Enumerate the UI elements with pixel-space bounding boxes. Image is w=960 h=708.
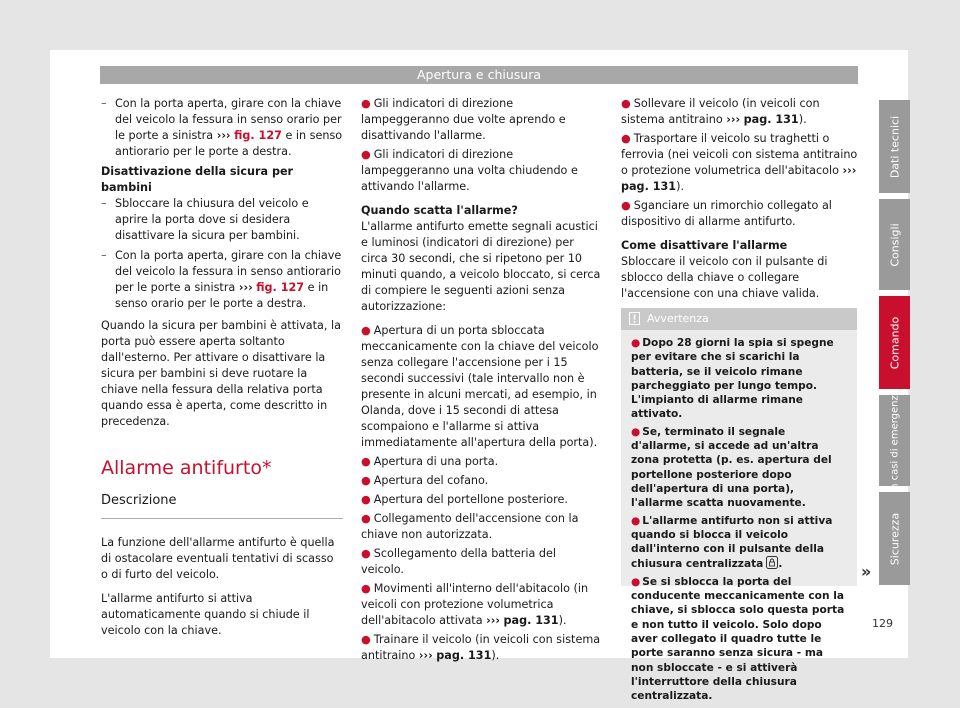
bullet-icon: ● xyxy=(361,455,371,468)
list-item: ● Apertura del portellone posteriore. xyxy=(361,493,568,506)
section-title: Allarme antifurto* xyxy=(101,457,272,479)
xref-arrow: ››› xyxy=(726,113,741,126)
child-lock-paragraph: Quando la sicura per bambini è attivata, la porta può essere aperta soltanto dall'esterno. Per attivare o disattivare la sicura per bambini si deve ruotare la chiave nella fessura della relativa porta quando essa è aperta, come descritto in precedenza. xyxy=(101,319,341,428)
warning-title: Avvertenza xyxy=(647,312,709,325)
bullet-icon: ● xyxy=(621,199,631,212)
list-item: ● Se si sblocca la porta del conducente meccanicamente con la chiave, si sblocca solo questa porta e non tutto il veicolo. Solo dopo aver collegato il quadro tutte le porte saranno senza sicura - ma non sbloccate - e si attiverà l'interruttore della chiusura centralizzata. xyxy=(631,575,845,703)
bullet-icon: ● xyxy=(631,337,641,349)
bullet-icon: ● xyxy=(621,132,631,145)
bullet-icon: ● xyxy=(361,493,371,506)
warning-box xyxy=(621,308,857,703)
bullet-icon: ● xyxy=(361,582,371,595)
bullet-icon: ● xyxy=(631,514,641,527)
xref-arrow: ››› xyxy=(216,129,231,142)
page-link[interactable]: pag. 131 xyxy=(621,180,677,193)
list-item: ● Scollegamento della batteria del veicolo. xyxy=(361,547,557,576)
step-open-door-clockwise: – Con la porta aperta, girare con la chiave del veicolo la fessura in senso orario per le porte a sinistra ››› fig. 127 e in senso antiorario per le porte a destra. xyxy=(101,96,343,160)
continue-arrow-icon: » xyxy=(861,562,872,581)
column-1 xyxy=(101,96,343,647)
description-paragraph-1: La funzione dell'allarme antifurto è quella di ostacolare eventuali tentativi di scasso o di furto del veicolo. xyxy=(101,536,335,581)
bullet-icon: ● xyxy=(361,97,371,110)
list-item: ● Collegamento dell'accensione con la chiave non autorizzata. xyxy=(361,512,579,541)
list-item: ● Dopo 28 giorni la spia si spegne per evitare che si scarichi la batteria, se il veicolo rimane parcheggiato per lungo tempo. L'impianto di allarme rimane attivato. xyxy=(631,337,834,421)
figure-link[interactable]: fig. 127 xyxy=(234,129,282,142)
column-2 xyxy=(361,96,601,667)
warning-body xyxy=(621,330,857,703)
chapter-header: Apertura e chiusura xyxy=(100,66,858,84)
xref-arrow: ››› xyxy=(486,614,500,627)
step-unlock-vehicle: – Sbloccare la chiusura del veicolo e aprire la porta dove si desidera disattivare la sicura per bambini. xyxy=(101,196,343,244)
bullet-icon: ● xyxy=(361,324,371,337)
tab-consigli[interactable]: Consigli xyxy=(879,199,910,290)
list-item: ● Apertura di una porta. xyxy=(361,455,499,468)
list-item: ● Gli indicatori di direzione lampeggeranno due volte aprendo e disattivando l'allarme. xyxy=(361,97,566,142)
tab-comando[interactable]: Comando xyxy=(879,296,910,389)
page-link[interactable]: pag. 131 xyxy=(436,649,492,662)
warning-header xyxy=(621,308,857,330)
list-item: ● Trainare il veicolo (in veicoli con sistema antitraino ››› pag. 131). xyxy=(361,633,601,662)
subsection-title: Descrizione xyxy=(101,492,343,519)
list-item: ● Se, terminato il segnale d'allarme, si accede ad un'altra zona protetta (p. es. apertura del portellone posteriore dopo dell'apertura di una porta), l'allarme scatta nuovamente. xyxy=(631,425,832,510)
heading-disable-alarm: Come disattivare l'allarme xyxy=(621,239,788,252)
trigger-paragraph: L'allarme antifurto emette segnali acustici e luminosi (indicatori di direzione) per circa 30 secondi, che si ripetono per 10 minuti quando, a veicolo bloccato, si cerca di compiere le seguenti azioni senza autorizzazione: xyxy=(361,220,601,313)
central-lock-icon xyxy=(766,556,778,569)
list-item: ● Gli indicatori di direzione lampeggeranno una volta chiudendo e attivando l'allarme. xyxy=(361,148,578,193)
figure-link[interactable]: fig. 127 xyxy=(256,281,305,294)
tab-casi-emergenza[interactable]: In casi di emergenza xyxy=(879,395,910,486)
heading-child-lock-off: Disattivazione della sicura per bambini xyxy=(101,165,294,194)
info-icon xyxy=(629,312,640,325)
bullet-icon: ● xyxy=(631,425,641,438)
bullet-icon: ● xyxy=(621,97,631,110)
bullet-icon: ● xyxy=(361,547,371,560)
list-item: ● Apertura del cofano. xyxy=(361,474,489,487)
list-item: ● Movimenti all'interno dell'abitacolo (in veicoli con protezione volumetrica dell'abitacolo attivata ››› pag. 131). xyxy=(361,582,589,627)
list-item: ● L'allarme antifurto non si attiva quando si blocca il veicolo dall'interno con il pulsante della chiusura centralizzata . xyxy=(631,514,833,571)
heading-alarm-trigger: Quando scatta l'allarme? xyxy=(361,204,518,217)
step-open-door-counterclockwise: – Con la porta aperta, girare con la chiave del veicolo la fessura in senso antiorario per le porte a sinistra ››› fig. 127 e in senso orario per le porte a destra. xyxy=(101,248,343,312)
bullet-icon: ● xyxy=(361,512,371,525)
disable-paragraph: Sbloccare il veicolo con il pulsante di sblocco della chiave o collegare l'accensione con una chiave valida. xyxy=(621,255,828,300)
bullet-icon: ● xyxy=(361,633,371,646)
description-paragraph-2: L'allarme antifurto si attiva automaticamente quando si chiude il veicolo con la chiave. xyxy=(101,592,310,637)
page-link[interactable]: pag. 131 xyxy=(503,614,559,627)
column-3 xyxy=(621,96,861,310)
xref-arrow: ››› xyxy=(842,164,857,177)
page-link[interactable]: pag. 131 xyxy=(743,113,799,126)
list-item: ● Trasportare il veicolo su traghetti o ferrovia (nei veicoli con sistema antitraino o protezione volumetrica dell'abitacolo ››› pag. 131). xyxy=(621,132,858,193)
list-item: ● Sganciare un rimorchio collegato al dispositivo di allarme antifurto. xyxy=(621,199,832,228)
list-item: ● Sollevare il veicolo (in veicoli con sistema antitraino ››› pag. 131). xyxy=(621,97,820,126)
bullet-icon: ● xyxy=(361,148,371,161)
list-item: ● Apertura di un porta sbloccata meccanicamente con la chiave del veicolo senza collegare l'accensione per i 15 secondi successivi (tale intervallo non è presente in alcuni mercati, ad esempio, in Olanda, dove i 15 secondi di attesa scompaiono e l'allarme si attiva immediatamente all'apertura della porta). xyxy=(361,324,599,449)
tab-dati-tecnici[interactable]: Dati tecnici xyxy=(879,100,910,193)
bullet-icon: ● xyxy=(631,575,641,588)
bullet-icon: ● xyxy=(361,474,371,487)
xref-arrow: ››› xyxy=(238,281,253,294)
tab-sicurezza[interactable]: Sicurezza xyxy=(879,492,910,585)
page-number: 129 xyxy=(872,617,893,630)
xref-arrow: ››› xyxy=(418,649,433,662)
